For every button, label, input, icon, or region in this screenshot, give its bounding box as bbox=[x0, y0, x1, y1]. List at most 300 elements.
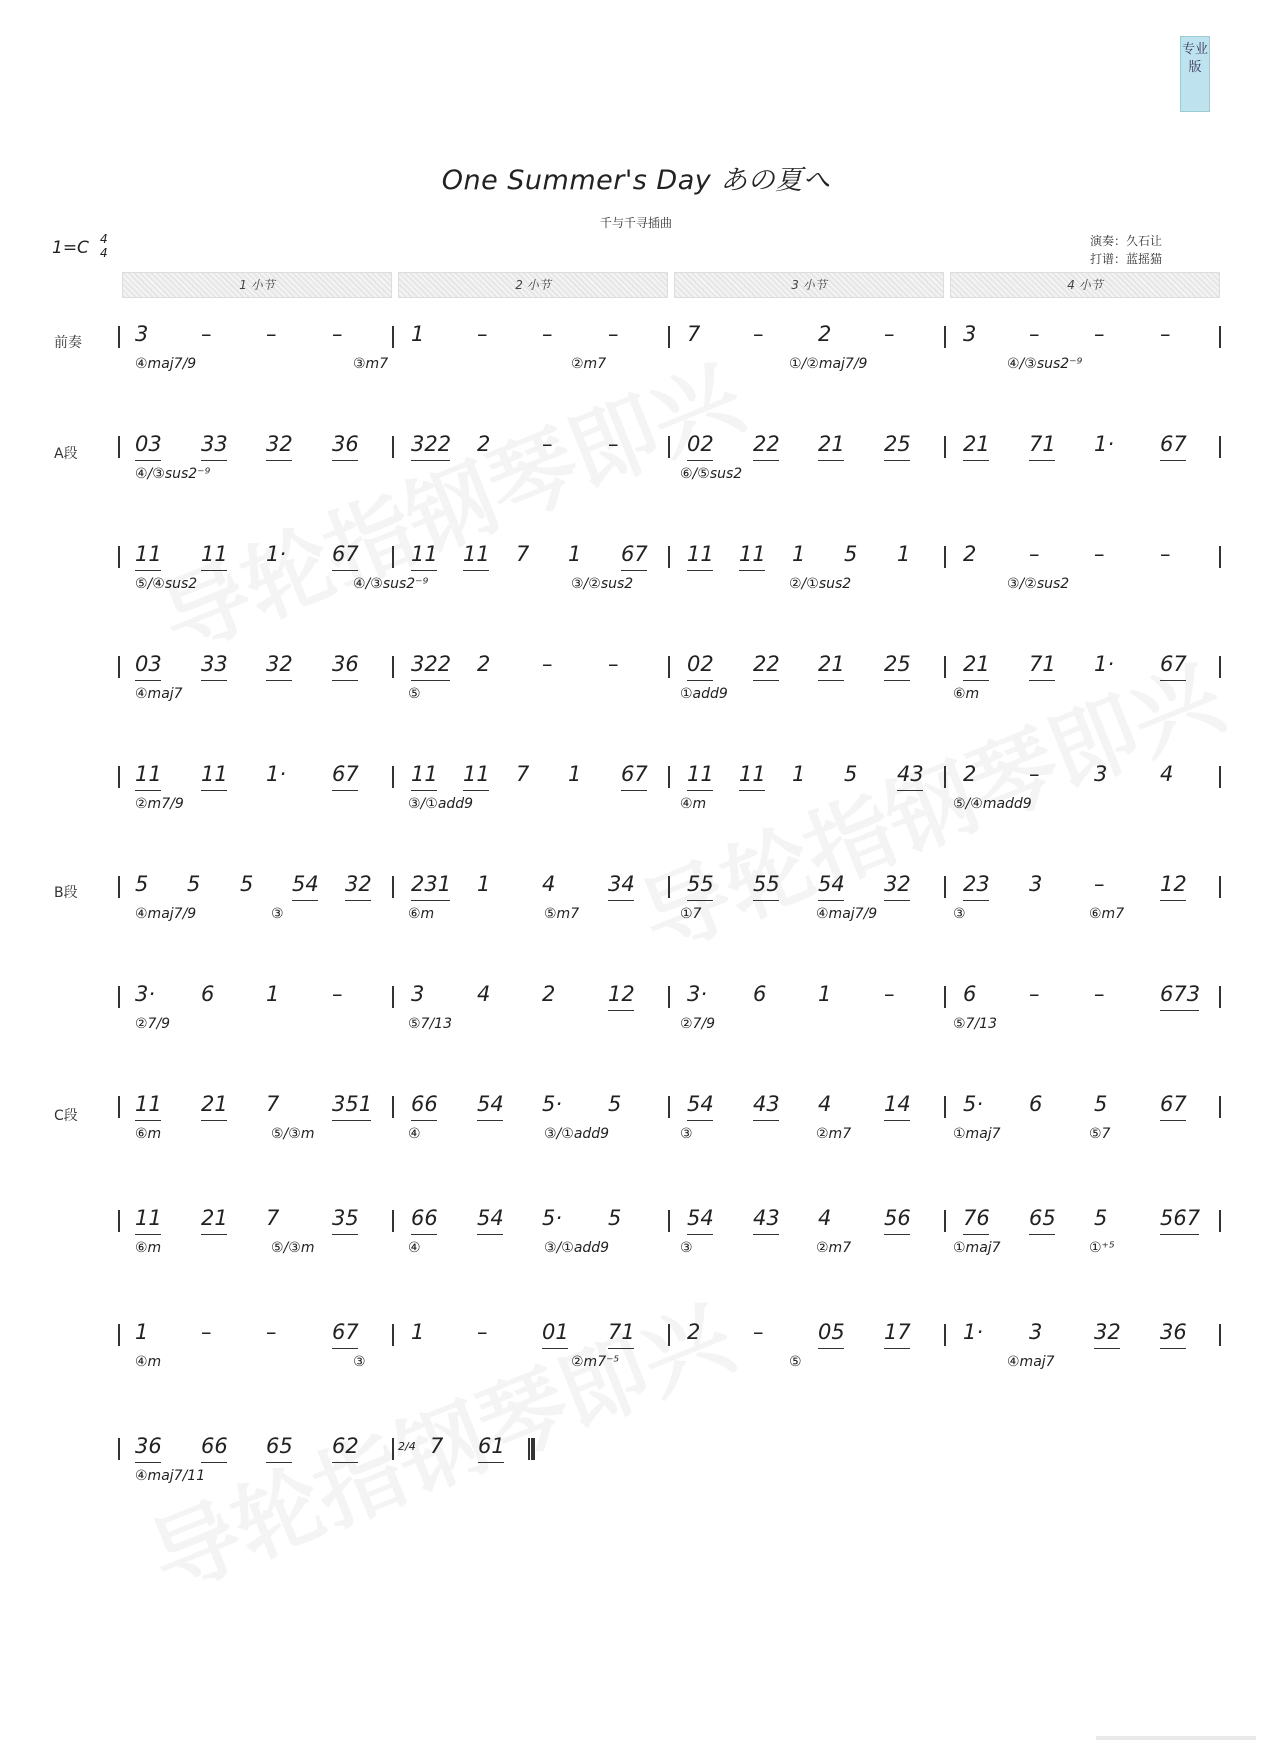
bar-line bbox=[118, 986, 120, 1008]
note-number: 5 bbox=[844, 762, 858, 786]
note-number: 71 bbox=[608, 1320, 635, 1344]
bar-line bbox=[118, 546, 120, 568]
note-number: 1· bbox=[963, 1320, 984, 1344]
sustain-dash: – bbox=[753, 322, 764, 346]
note-number: 12 bbox=[608, 982, 635, 1006]
note-number: 5· bbox=[542, 1092, 563, 1116]
note-number: 2 bbox=[963, 542, 977, 566]
note-number: 11 bbox=[411, 542, 438, 566]
bar-line bbox=[944, 1210, 946, 1232]
beam-underline bbox=[963, 460, 989, 461]
beam-underline bbox=[687, 1234, 713, 1235]
note-number: 1 bbox=[568, 542, 582, 566]
chord-symbol: ②m7/9 bbox=[135, 796, 184, 812]
note-number: 6 bbox=[753, 982, 767, 1006]
note-number: 55 bbox=[687, 872, 714, 896]
note-number: 54 bbox=[292, 872, 319, 896]
bar-line bbox=[1219, 986, 1221, 1008]
note-number: 11 bbox=[135, 1092, 162, 1116]
chord-symbol: ③/①add9 bbox=[408, 796, 474, 812]
chord-symbol: ⑥m7 bbox=[1089, 906, 1125, 922]
footer-logo bbox=[1096, 1736, 1256, 1740]
note-number: 322 bbox=[411, 652, 452, 676]
bar-line bbox=[668, 1324, 670, 1346]
sustain-dash: – bbox=[608, 432, 619, 456]
note-number: 61 bbox=[478, 1434, 505, 1458]
bar-line bbox=[668, 546, 670, 568]
beam-underline bbox=[963, 680, 989, 681]
note-number: 36 bbox=[332, 652, 359, 676]
bar-line bbox=[668, 326, 670, 348]
beam-underline bbox=[687, 1120, 713, 1121]
note-number: 5· bbox=[963, 1092, 984, 1116]
beam-underline bbox=[1160, 460, 1186, 461]
note-number: 35 bbox=[332, 1206, 359, 1230]
note-number: 01 bbox=[542, 1320, 569, 1344]
note-number: 6 bbox=[963, 982, 977, 1006]
beam-underline bbox=[753, 1234, 779, 1235]
note-number: 12 bbox=[1160, 872, 1187, 896]
note-number: 1 bbox=[792, 762, 806, 786]
beam-underline bbox=[463, 790, 489, 791]
note-number: 11 bbox=[201, 542, 228, 566]
bar-line bbox=[1219, 436, 1221, 458]
chord-symbol: ④maj7/9 bbox=[135, 356, 197, 372]
sustain-dash: – bbox=[1029, 542, 1040, 566]
note-number: 36 bbox=[332, 432, 359, 456]
note-number: 17 bbox=[884, 1320, 911, 1344]
beam-underline bbox=[135, 1234, 161, 1235]
note-number: 66 bbox=[411, 1092, 438, 1116]
note-number: 231 bbox=[411, 872, 452, 896]
note-number: 25 bbox=[884, 652, 911, 676]
note-number: 66 bbox=[411, 1206, 438, 1230]
beam-underline bbox=[608, 900, 634, 901]
sustain-dash: – bbox=[1029, 982, 1040, 1006]
note-number: 3 bbox=[1029, 1320, 1043, 1344]
chord-symbol: ④ bbox=[408, 1240, 421, 1256]
beam-underline bbox=[135, 1462, 161, 1463]
note-number: 3 bbox=[1029, 872, 1043, 896]
chord-symbol: ④maj7/11 bbox=[135, 1468, 206, 1484]
sustain-dash: – bbox=[201, 1320, 212, 1344]
bar-line bbox=[944, 986, 946, 1008]
note-number: 4 bbox=[477, 982, 491, 1006]
note-number: 1 bbox=[792, 542, 806, 566]
chord-symbol: ③ bbox=[953, 906, 966, 922]
sustain-dash: – bbox=[884, 322, 895, 346]
note-number: 1 bbox=[568, 762, 582, 786]
note-number: 3 bbox=[1094, 762, 1108, 786]
bar-line bbox=[392, 876, 394, 898]
note-number: 11 bbox=[687, 542, 714, 566]
note-number: 5 bbox=[844, 542, 858, 566]
note-number: 71 bbox=[1029, 652, 1056, 676]
beam-underline bbox=[477, 1120, 503, 1121]
chord-symbol: ⑤/④madd9 bbox=[953, 796, 1032, 812]
beam-underline bbox=[1029, 1234, 1055, 1235]
beam-underline bbox=[963, 900, 989, 901]
beam-underline bbox=[897, 790, 923, 791]
beam-underline bbox=[963, 1234, 989, 1235]
note-number: 3· bbox=[687, 982, 708, 1006]
note-number: 7 bbox=[430, 1434, 444, 1458]
note-number: 67 bbox=[1160, 1092, 1187, 1116]
sustain-dash: – bbox=[1094, 542, 1105, 566]
sustain-dash: – bbox=[1029, 762, 1040, 786]
beam-underline bbox=[411, 570, 437, 571]
beam-underline bbox=[463, 570, 489, 571]
note-number: 11 bbox=[135, 542, 162, 566]
beam-underline bbox=[201, 790, 227, 791]
bar-line bbox=[668, 1096, 670, 1118]
sustain-dash: – bbox=[332, 982, 343, 1006]
beam-underline bbox=[687, 790, 713, 791]
sustain-dash: – bbox=[608, 322, 619, 346]
bar-line bbox=[668, 436, 670, 458]
note-number: 2 bbox=[687, 1320, 701, 1344]
note-number: 54 bbox=[477, 1092, 504, 1116]
note-number: 5 bbox=[240, 872, 254, 896]
note-number: 1· bbox=[1094, 432, 1115, 456]
beam-underline bbox=[201, 1234, 227, 1235]
chord-symbol: ⑤/③m bbox=[271, 1240, 315, 1256]
sustain-dash: – bbox=[332, 322, 343, 346]
song-title: One Summer's Day あの夏へ bbox=[441, 165, 831, 196]
beam-underline bbox=[411, 460, 450, 461]
bar-line bbox=[1219, 1210, 1221, 1232]
note-number: 4 bbox=[818, 1206, 832, 1230]
bar-line bbox=[392, 436, 394, 458]
chord-symbol: ④/③sus2⁻⁹ bbox=[353, 576, 429, 592]
bar-line bbox=[668, 1210, 670, 1232]
beam-underline bbox=[332, 1120, 371, 1121]
note-number: 5 bbox=[187, 872, 201, 896]
chord-symbol: ⑥m bbox=[135, 1240, 162, 1256]
beam-underline bbox=[884, 1120, 910, 1121]
chord-symbol: ②7/9 bbox=[680, 1016, 716, 1032]
note-number: 67 bbox=[621, 542, 648, 566]
beam-underline bbox=[687, 900, 713, 901]
note-number: 54 bbox=[687, 1206, 714, 1230]
bar-line bbox=[392, 546, 394, 568]
bar-line bbox=[118, 876, 120, 898]
note-number: 21 bbox=[818, 432, 845, 456]
sustain-dash: – bbox=[753, 1320, 764, 1344]
sustain-dash: – bbox=[542, 432, 553, 456]
chord-symbol: ⑤/③m bbox=[271, 1126, 315, 1142]
note-number: 32 bbox=[1094, 1320, 1121, 1344]
note-number: 5 bbox=[1094, 1206, 1108, 1230]
bar-line bbox=[118, 1438, 120, 1460]
bar-line bbox=[392, 656, 394, 678]
note-number: 67 bbox=[332, 542, 359, 566]
note-number: 2 bbox=[477, 652, 491, 676]
note-number: 11 bbox=[739, 762, 766, 786]
beam-underline bbox=[608, 1348, 634, 1349]
beam-underline bbox=[477, 1234, 503, 1235]
note-number: 4 bbox=[542, 872, 556, 896]
bar-line bbox=[118, 1096, 120, 1118]
note-number: 3 bbox=[963, 322, 977, 346]
bar-line bbox=[392, 1438, 394, 1460]
sustain-dash: – bbox=[1160, 542, 1171, 566]
measure-header-3: 3 小节 bbox=[674, 272, 944, 298]
note-number: 02 bbox=[687, 432, 714, 456]
note-number: 2 bbox=[542, 982, 556, 1006]
bar-line bbox=[392, 766, 394, 788]
note-number: 34 bbox=[608, 872, 635, 896]
sustain-dash: – bbox=[542, 322, 553, 346]
note-number: 673 bbox=[1160, 982, 1201, 1006]
note-number: 7 bbox=[687, 322, 701, 346]
note-number: 2 bbox=[818, 322, 832, 346]
beam-underline bbox=[332, 1348, 358, 1349]
final-bar-line bbox=[531, 1438, 535, 1460]
beam-underline bbox=[1160, 1120, 1186, 1121]
chord-symbol: ⑤7/13 bbox=[408, 1016, 452, 1032]
bar-line bbox=[944, 1324, 946, 1346]
bar-line bbox=[668, 876, 670, 898]
note-number: 67 bbox=[332, 762, 359, 786]
note-number: 36 bbox=[135, 1434, 162, 1458]
note-number: 32 bbox=[266, 652, 293, 676]
watermark bbox=[140, 329, 758, 677]
beam-underline bbox=[753, 900, 779, 901]
chord-symbol: ⑤ bbox=[789, 1354, 802, 1370]
beam-underline bbox=[332, 1462, 358, 1463]
note-number: 54 bbox=[687, 1092, 714, 1116]
note-number: 1· bbox=[1094, 652, 1115, 676]
beam-underline bbox=[1160, 1348, 1186, 1349]
chord-symbol: ①maj7 bbox=[953, 1240, 1001, 1256]
beam-underline bbox=[818, 900, 844, 901]
beam-underline bbox=[266, 1462, 292, 1463]
note-number: 66 bbox=[201, 1434, 228, 1458]
note-number: 7 bbox=[516, 542, 530, 566]
note-number: 11 bbox=[135, 762, 162, 786]
note-number: 5 bbox=[608, 1092, 622, 1116]
note-number: 21 bbox=[201, 1206, 228, 1230]
beam-underline bbox=[818, 460, 844, 461]
beam-underline bbox=[345, 900, 371, 901]
chord-symbol: ①⁺⁵ bbox=[1089, 1240, 1115, 1256]
sustain-dash: – bbox=[1160, 322, 1171, 346]
beam-underline bbox=[332, 680, 358, 681]
arranger-credit: 打谱：蓝摇猫 bbox=[1090, 252, 1163, 266]
note-number: 4 bbox=[818, 1092, 832, 1116]
chord-symbol: ⑤m7 bbox=[544, 906, 580, 922]
note-number: 21 bbox=[963, 652, 990, 676]
note-number: 11 bbox=[463, 542, 490, 566]
beam-underline bbox=[884, 1234, 910, 1235]
sustain-dash: – bbox=[608, 652, 619, 676]
note-number: 55 bbox=[753, 872, 780, 896]
note-number: 32 bbox=[345, 872, 372, 896]
beam-underline bbox=[1029, 680, 1055, 681]
sustain-dash: – bbox=[884, 982, 895, 1006]
bar-line bbox=[392, 1210, 394, 1232]
note-number: 11 bbox=[687, 762, 714, 786]
bar-line bbox=[1219, 656, 1221, 678]
beam-underline bbox=[542, 1348, 568, 1349]
note-number: 1 bbox=[266, 982, 280, 1006]
chord-symbol: ④maj7/9 bbox=[816, 906, 878, 922]
note-number: 6 bbox=[1029, 1092, 1043, 1116]
time-signature-bottom: 4 bbox=[100, 246, 108, 260]
beam-underline bbox=[332, 570, 358, 571]
bar-line bbox=[118, 326, 120, 348]
beam-underline bbox=[753, 1120, 779, 1121]
note-number: 5· bbox=[542, 1206, 563, 1230]
bar-line bbox=[392, 1324, 394, 1346]
beam-underline bbox=[411, 1234, 437, 1235]
chord-symbol: ⑤7/13 bbox=[953, 1016, 997, 1032]
note-number: 54 bbox=[818, 872, 845, 896]
note-number: 21 bbox=[963, 432, 990, 456]
beam-underline bbox=[739, 790, 765, 791]
chord-symbol: ②m7 bbox=[816, 1240, 852, 1256]
note-number: 25 bbox=[884, 432, 911, 456]
chord-symbol: ③ bbox=[271, 906, 284, 922]
meter-change: 2/4 bbox=[398, 1440, 416, 1453]
note-number: 05 bbox=[818, 1320, 845, 1344]
beam-underline bbox=[411, 1120, 437, 1121]
bar-line bbox=[1219, 326, 1221, 348]
note-number: 21 bbox=[818, 652, 845, 676]
beam-underline bbox=[266, 680, 292, 681]
bar-line bbox=[118, 1324, 120, 1346]
beam-underline bbox=[201, 680, 227, 681]
performer-credit: 演奏：久石让 bbox=[1090, 234, 1163, 248]
chord-symbol: ⑥m bbox=[135, 1126, 162, 1142]
note-number: 56 bbox=[884, 1206, 911, 1230]
beam-underline bbox=[739, 570, 765, 571]
section-label-b: B段 bbox=[54, 885, 78, 901]
bar-line bbox=[1219, 1324, 1221, 1346]
beam-underline bbox=[135, 790, 161, 791]
bar-line bbox=[118, 1210, 120, 1232]
note-number: 32 bbox=[884, 872, 911, 896]
note-number: 43 bbox=[897, 762, 924, 786]
bar-line bbox=[118, 436, 120, 458]
bar-line bbox=[668, 656, 670, 678]
beam-underline bbox=[135, 680, 161, 681]
beam-underline bbox=[884, 1348, 910, 1349]
note-number: 5 bbox=[135, 872, 149, 896]
beam-underline bbox=[1029, 460, 1055, 461]
chord-symbol: ⑥m bbox=[953, 686, 980, 702]
note-number: 67 bbox=[332, 1320, 359, 1344]
note-number: 21 bbox=[201, 1092, 228, 1116]
beam-underline bbox=[753, 460, 779, 461]
bar-line bbox=[668, 986, 670, 1008]
note-number: 67 bbox=[1160, 652, 1187, 676]
bar-line bbox=[118, 766, 120, 788]
chord-symbol: ④maj7/9 bbox=[135, 906, 197, 922]
song-subtitle: 千与千寻插曲 bbox=[599, 216, 672, 230]
chord-symbol: ④m bbox=[135, 1354, 162, 1370]
beam-underline bbox=[884, 900, 910, 901]
note-number: 2 bbox=[963, 762, 977, 786]
sustain-dash: – bbox=[1094, 322, 1105, 346]
beam-underline bbox=[621, 570, 647, 571]
bar-line bbox=[944, 766, 946, 788]
note-number: 7 bbox=[266, 1206, 280, 1230]
note-number: 3 bbox=[411, 982, 425, 1006]
note-number: 65 bbox=[1029, 1206, 1056, 1230]
bar-line bbox=[944, 546, 946, 568]
sustain-dash: – bbox=[1029, 322, 1040, 346]
beam-underline bbox=[332, 1234, 358, 1235]
note-number: 1· bbox=[266, 762, 287, 786]
note-number: 67 bbox=[1160, 432, 1187, 456]
chord-symbol: ③/①add9 bbox=[544, 1240, 610, 1256]
chord-symbol: ④maj7 bbox=[1007, 1354, 1055, 1370]
beam-underline bbox=[687, 570, 713, 571]
note-number: 1 bbox=[411, 1320, 425, 1344]
beam-underline bbox=[332, 460, 358, 461]
beam-underline bbox=[1160, 900, 1186, 901]
note-number: 11 bbox=[739, 542, 766, 566]
sustain-dash: – bbox=[1094, 982, 1105, 1006]
bar-line bbox=[944, 656, 946, 678]
note-number: 14 bbox=[884, 1092, 911, 1116]
note-number: 1 bbox=[818, 982, 832, 1006]
beam-underline bbox=[332, 790, 358, 791]
chord-symbol: ④/③sus2⁻⁹ bbox=[135, 466, 211, 482]
note-number: 5 bbox=[608, 1206, 622, 1230]
beam-underline bbox=[201, 460, 227, 461]
note-number: 43 bbox=[753, 1092, 780, 1116]
beam-underline bbox=[1160, 1234, 1199, 1235]
beam-underline bbox=[135, 460, 161, 461]
beam-underline bbox=[201, 1120, 227, 1121]
note-number: 54 bbox=[477, 1206, 504, 1230]
sustain-dash: – bbox=[477, 322, 488, 346]
beam-underline bbox=[884, 460, 910, 461]
note-number: 6 bbox=[201, 982, 215, 1006]
note-number: 11 bbox=[411, 762, 438, 786]
note-number: 11 bbox=[201, 762, 228, 786]
beam-underline bbox=[201, 1462, 227, 1463]
note-number: 71 bbox=[1029, 432, 1056, 456]
beam-underline bbox=[135, 570, 161, 571]
sustain-dash: – bbox=[266, 1320, 277, 1344]
chord-symbol: ③ bbox=[353, 1354, 366, 1370]
chord-symbol: ③/①add9 bbox=[544, 1126, 610, 1142]
chord-symbol: ③ bbox=[680, 1126, 693, 1142]
chord-symbol: ⑤ bbox=[408, 686, 421, 702]
bar-line bbox=[944, 326, 946, 348]
beam-underline bbox=[292, 900, 318, 901]
note-number: 33 bbox=[201, 432, 228, 456]
beam-underline bbox=[201, 570, 227, 571]
chord-symbol: ④m bbox=[680, 796, 707, 812]
note-number: 03 bbox=[135, 652, 162, 676]
bar-line bbox=[944, 436, 946, 458]
key-signature: 1=C bbox=[52, 238, 89, 258]
note-number: 567 bbox=[1160, 1206, 1201, 1230]
beam-underline bbox=[687, 680, 713, 681]
note-number: 1 bbox=[411, 322, 425, 346]
chord-symbol: ④/③sus2⁻⁹ bbox=[1007, 356, 1083, 372]
note-number: 02 bbox=[687, 652, 714, 676]
beam-underline bbox=[753, 680, 779, 681]
beam-underline bbox=[621, 790, 647, 791]
beam-underline bbox=[1160, 1010, 1199, 1011]
bar-line bbox=[528, 1438, 530, 1460]
